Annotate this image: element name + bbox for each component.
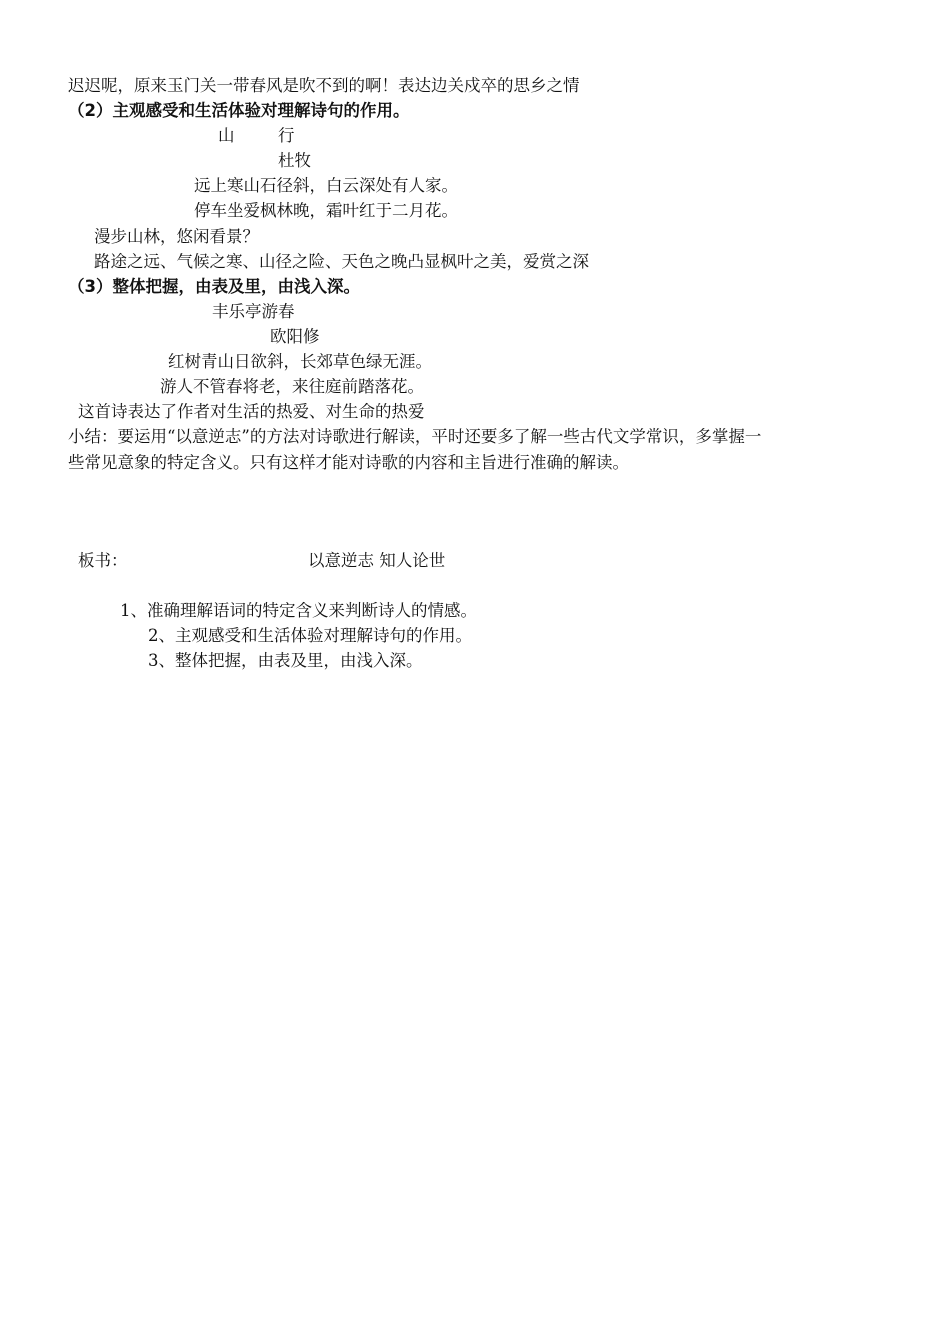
summary-line: 些常见意象的特定含义。只有这样才能对诗歌的内容和主旨进行准确的解读。 (68, 453, 629, 472)
poem-title-char: 山 (218, 126, 235, 145)
poem-title-char: 行 (278, 126, 295, 145)
text-line: 这首诗表达了作者对生活的热爱、对生命的热爱 (78, 402, 425, 421)
section-heading: （2）主观感受和生活体验对理解诗句的作用。 (68, 101, 410, 120)
text-line: 路途之远、气候之寒、山径之险、天色之晚凸显枫叶之美，爱赏之深 (94, 252, 589, 271)
poem-line: 游人不管春将老，来往庭前踏落花。 (160, 377, 424, 396)
board-item: 1、准确理解语词的特定含义来判断诗人的情感。 (120, 601, 477, 620)
poem-title: 丰乐亭游春 (212, 302, 295, 321)
board-title: 以意逆志 知人论世 (308, 551, 446, 570)
section-heading: （3）整体把握，由表及里，由浅入深。 (68, 277, 360, 296)
poem-author: 杜牧 (278, 151, 311, 170)
board-label: 板书： (78, 551, 128, 570)
board-item: 3、整体把握，由表及里，由浅入深。 (148, 651, 423, 670)
poem-line: 停车坐爱枫林晚，霜叶红于二月花。 (194, 201, 458, 220)
summary-line: 小结：要运用“以意逆志”的方法对诗歌进行解读，平时还要多了解一些古代文学常识，多掌握一 (68, 427, 762, 446)
poem-line: 远上寒山石径斜，白云深处有人家。 (194, 176, 458, 195)
poem-line: 红树青山日欲斜，长郊草色绿无涯。 (168, 352, 432, 371)
text-line: 漫步山林，悠闲看景？ (94, 227, 259, 246)
board-item: 2、主观感受和生活体验对理解诗句的作用。 (148, 626, 472, 645)
poem-author: 欧阳修 (270, 327, 320, 346)
text-line: 迟迟呢，原来玉门关一带春风是吹不到的啊！表达边关戍卒的思乡之情 (68, 76, 580, 95)
